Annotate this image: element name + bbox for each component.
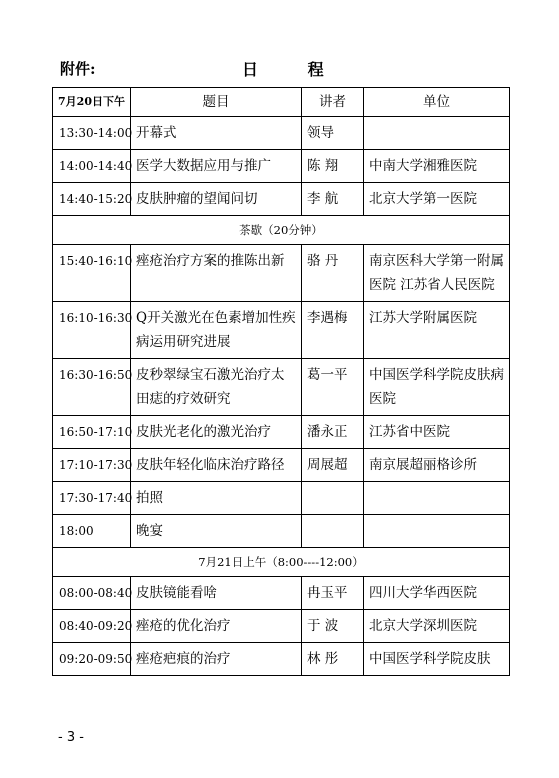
break-row (53, 216, 510, 245)
table-header-row (53, 88, 510, 117)
time-cell: 16:50-17:10 (53, 416, 131, 449)
unit-cell: 中南大学湘雅医院 (364, 150, 510, 183)
speaker-cell: 李遇梅 (302, 302, 364, 359)
table-row (53, 449, 510, 482)
table-row (53, 482, 510, 515)
unit-cell (364, 515, 510, 548)
header-time: 7月20日下午 (53, 88, 131, 117)
table-row (53, 150, 510, 183)
speaker-cell (302, 515, 364, 548)
speaker-cell: 陈 翔 (302, 150, 364, 183)
speaker-cell: 周展超 (302, 449, 364, 482)
unit-cell: 北京大学深圳医院 (364, 610, 510, 643)
speaker-cell: 潘永正 (302, 416, 364, 449)
unit-cell (364, 482, 510, 515)
topic-cell: 医学大数据应用与推广 (131, 150, 302, 183)
unit-cell: 南京医科大学第一附属医院 江苏省人民医院 (364, 245, 510, 302)
time-cell: 14:00-14:40 (53, 150, 131, 183)
topic-cell: Q开关激光在色素增加性疾病运用研究进展 (131, 302, 302, 359)
topic-cell: 皮肤光老化的激光治疗 (131, 416, 302, 449)
topic-cell: 拍照 (131, 482, 302, 515)
table-row (53, 359, 510, 416)
time-cell: 15:40-16:10 (53, 245, 131, 302)
speaker-cell: 于 波 (302, 610, 364, 643)
time-cell: 18:00 (53, 515, 131, 548)
table-row (53, 416, 510, 449)
unit-cell: 中国医学科学院皮肤病医院 (364, 359, 510, 416)
speaker-cell: 骆 丹 (302, 245, 364, 302)
time-cell: 16:10-16:30 (53, 302, 131, 359)
tea-break-cell: 茶歇（20分钟） (53, 216, 510, 245)
table-row (53, 515, 510, 548)
time-cell: 17:10-17:30 (53, 449, 131, 482)
session-header-cell: 7月21日上午（8:00----12:00） (53, 548, 510, 577)
unit-cell: 江苏省中医院 (364, 416, 510, 449)
table-row (53, 643, 510, 676)
unit-cell: 南京展超丽格诊所 (364, 449, 510, 482)
table-row (53, 245, 510, 302)
session-row (53, 548, 510, 577)
schedule-body (53, 117, 510, 676)
table-row (53, 302, 510, 359)
speaker-cell: 冉玉平 (302, 577, 364, 610)
unit-cell: 江苏大学附属医院 (364, 302, 510, 359)
topic-cell: 皮肤肿瘤的望闻问切 (131, 183, 302, 216)
unit-cell (364, 117, 510, 150)
time-cell: 17:30-17:40 (53, 482, 131, 515)
topic-cell: 皮肤年轻化临床治疗路径 (131, 449, 302, 482)
table-row (53, 117, 510, 150)
header-speaker: 讲者 (302, 88, 364, 117)
time-cell: 09:20-09:50 (53, 643, 131, 676)
topic-cell: 皮秒翠绿宝石激光治疗太田痣的疗效研究 (131, 359, 302, 416)
unit-cell: 北京大学第一医院 (364, 183, 510, 216)
time-cell: 08:00-08:40 (53, 577, 131, 610)
time-cell: 08:40-09:20 (53, 610, 131, 643)
page-number: - 3 - (58, 730, 84, 745)
time-cell: 13:30-14:00 (53, 117, 131, 150)
speaker-cell: 李 航 (302, 183, 364, 216)
time-cell: 14:40-15:20 (53, 183, 131, 216)
topic-cell: 痤疮的优化治疗 (131, 610, 302, 643)
unit-cell: 中国医学科学院皮肤 (364, 643, 510, 676)
document-title: 日 程 (242, 60, 346, 79)
header-topic: 题目 (131, 88, 302, 117)
table-row (53, 610, 510, 643)
unit-cell: 四川大学华西医院 (364, 577, 510, 610)
attachment-label: 附件: (60, 60, 96, 78)
speaker-cell (302, 482, 364, 515)
schedule-table (52, 87, 510, 676)
topic-cell: 痤疮治疗方案的推陈出新 (131, 245, 302, 302)
topic-cell: 皮肤镜能看啥 (131, 577, 302, 610)
table-row (53, 183, 510, 216)
table-row (53, 577, 510, 610)
speaker-cell: 葛一平 (302, 359, 364, 416)
topic-cell: 晚宴 (131, 515, 302, 548)
speaker-cell: 林 彤 (302, 643, 364, 676)
time-cell: 16:30-16:50 (53, 359, 131, 416)
speaker-cell: 领导 (302, 117, 364, 150)
header-unit: 单位 (364, 88, 510, 117)
topic-cell: 痤疮疤痕的治疗 (131, 643, 302, 676)
topic-cell: 开幕式 (131, 117, 302, 150)
